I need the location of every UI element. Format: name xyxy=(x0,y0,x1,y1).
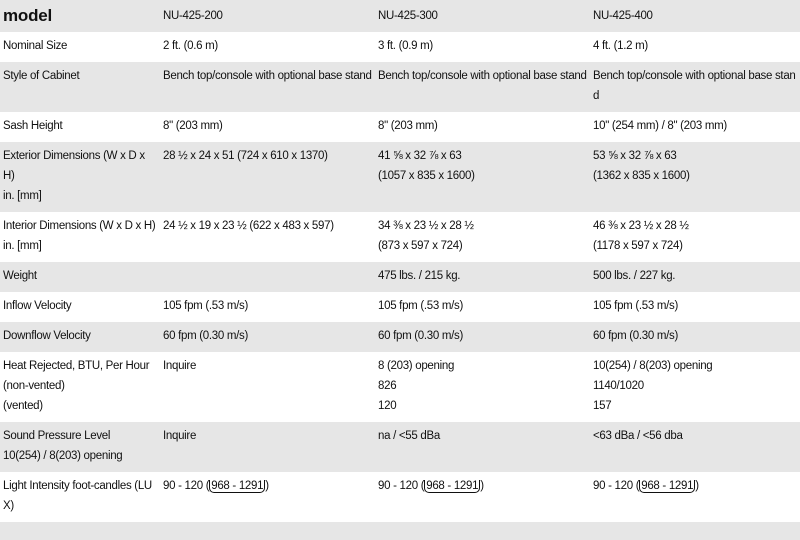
cell-line: Bench top/console with optional base stand xyxy=(378,70,587,82)
cell-c2 xyxy=(375,262,590,292)
cell-c1 xyxy=(160,292,375,322)
cell-c2 xyxy=(375,472,590,522)
cell-c3 xyxy=(590,292,800,322)
cell-line: (vented) xyxy=(3,400,43,412)
row-label xyxy=(0,472,160,522)
header-nu-425-300: NU-425-300 xyxy=(375,0,590,32)
cell-line: (873 x 597 x 724) xyxy=(378,240,463,252)
header-row xyxy=(0,0,800,32)
cell-line: 34 ⅜ x 23 ½ x 28 ½ xyxy=(378,220,474,232)
cell-line: 53 ⅝ x 32 ⅞ x 63 xyxy=(593,150,677,162)
cell-c2 xyxy=(375,112,590,142)
cell-line: Downflow Velocity xyxy=(3,330,91,342)
table-row xyxy=(0,352,800,422)
header-nu-425-200: NU-425-200 xyxy=(160,0,375,32)
cell-c3 xyxy=(590,212,800,262)
cell-line: 500 lbs. / 227 kg. xyxy=(593,270,676,282)
table-row xyxy=(0,292,800,322)
empty-cell xyxy=(0,522,160,540)
cell-line: Inquire xyxy=(163,430,197,442)
lux-suffix: ) xyxy=(265,480,269,492)
cell-c3 xyxy=(590,322,800,352)
cell-c2 xyxy=(375,62,590,112)
cell-line: 10(254) / 8(203) opening xyxy=(593,360,713,372)
table-row xyxy=(0,112,800,142)
cell-c3 xyxy=(590,112,800,142)
cell-c2 xyxy=(375,352,590,422)
cell-c1 xyxy=(160,62,375,112)
cell-c3 xyxy=(590,62,800,112)
table-row-light-intensity xyxy=(0,472,800,522)
row-label xyxy=(0,62,160,112)
cell-c1 xyxy=(160,472,375,522)
table-row xyxy=(0,142,800,212)
cell-line: 826 xyxy=(378,380,397,392)
cell-c3 xyxy=(590,262,800,292)
cell-c2 xyxy=(375,292,590,322)
cell-line: Nominal Size xyxy=(3,40,68,52)
cell-line: 8" (203 mm) xyxy=(163,120,223,132)
cell-line: 475 lbs. / 215 kg. xyxy=(378,270,461,282)
lux-prefix: 90 - 120 ( xyxy=(593,480,640,492)
lux-range: 968 - 1291 xyxy=(641,480,694,492)
cell-line: 24 ½ x 19 x 23 ½ (622 x 483 x 597) xyxy=(163,220,334,232)
table-row xyxy=(0,322,800,352)
cell-c1 xyxy=(160,422,375,472)
cell-c2 xyxy=(375,322,590,352)
empty-cell xyxy=(375,522,590,540)
table-row xyxy=(0,422,800,472)
cell-line: 3 ft. (0.9 m) xyxy=(378,40,433,52)
cell-line: X) xyxy=(3,500,14,512)
cell-c3 xyxy=(590,142,800,212)
cell-line: Interior Dimensions (W x D x H) xyxy=(3,220,156,232)
cell-line: Exterior Dimensions (W x D x H) xyxy=(3,150,145,182)
cell-c1 xyxy=(160,112,375,142)
lux-suffix: ) xyxy=(480,480,484,492)
cell-c1 xyxy=(160,32,375,62)
cell-line: 10(254) / 8(203) opening xyxy=(3,450,123,462)
cell-line: 60 fpm (0.30 m/s) xyxy=(378,330,464,342)
cell-line: Bench top/console with optional base stand xyxy=(163,70,372,82)
row-label xyxy=(0,212,160,262)
cell-line: 105 fpm (.53 m/s) xyxy=(593,300,679,312)
cell-line: Sound Pressure Level xyxy=(3,430,111,442)
cell-line: Style of Cabinet xyxy=(3,70,80,82)
header-model: model xyxy=(0,0,160,32)
cell-c3 xyxy=(590,352,800,422)
cell-line: (1057 x 835 x 1600) xyxy=(378,170,475,182)
cell-line: 60 fpm (0.30 m/s) xyxy=(163,330,249,342)
cell-c3 xyxy=(590,422,800,472)
cell-c3 xyxy=(590,472,800,522)
cell-line: 10" (254 mm) / 8" (203 mm) xyxy=(593,120,727,132)
cell-c2 xyxy=(375,422,590,472)
cell-line: Heat Rejected, BTU, Per Hour xyxy=(3,360,150,372)
cell-c1 xyxy=(160,142,375,212)
lux-prefix: 90 - 120 ( xyxy=(378,480,425,492)
cell-c1 xyxy=(160,322,375,352)
table-row xyxy=(0,212,800,262)
row-label xyxy=(0,142,160,212)
row-label xyxy=(0,112,160,142)
lux-range: 968 - 1291 xyxy=(211,480,264,492)
cell-line: 120 xyxy=(378,400,397,412)
row-label xyxy=(0,322,160,352)
cell-line: 60 fpm (0.30 m/s) xyxy=(593,330,679,342)
lux-prefix: 90 - 120 ( xyxy=(163,480,210,492)
cell-line: d xyxy=(593,90,600,102)
table-row xyxy=(0,262,800,292)
empty-cell xyxy=(590,522,800,540)
cell-line: 4 ft. (1.2 m) xyxy=(593,40,648,52)
cell-c3 xyxy=(590,32,800,62)
cell-line: in. [mm] xyxy=(3,190,42,202)
lux-range: 968 - 1291 xyxy=(426,480,479,492)
row-label xyxy=(0,292,160,322)
table-row-empty xyxy=(0,522,800,540)
lux-suffix: ) xyxy=(695,480,699,492)
cell-c2 xyxy=(375,32,590,62)
cell-line: 157 xyxy=(593,400,612,412)
cell-line: Inflow Velocity xyxy=(3,300,72,312)
cell-line: 105 fpm (.53 m/s) xyxy=(163,300,249,312)
cell-line: 8 (203) opening xyxy=(378,360,455,372)
table-row xyxy=(0,32,800,62)
cell-line: <63 dBa / <56 dba xyxy=(593,430,683,442)
row-label xyxy=(0,262,160,292)
cell-line: (1362 x 835 x 1600) xyxy=(593,170,690,182)
table-row xyxy=(0,62,800,112)
empty-cell xyxy=(160,522,375,540)
row-label xyxy=(0,352,160,422)
cell-c1 xyxy=(160,262,375,292)
cell-line: 28 ½ x 24 x 51 (724 x 610 x 1370) xyxy=(163,150,328,162)
cell-line: 46 ⅜ x 23 ½ x 28 ½ xyxy=(593,220,689,232)
header-nu-425-400: NU-425-400 xyxy=(590,0,800,32)
cell-line: Weight xyxy=(3,270,37,282)
cell-line: (non-vented) xyxy=(3,380,65,392)
cell-line: Inquire xyxy=(163,360,197,372)
cell-line: 105 fpm (.53 m/s) xyxy=(378,300,464,312)
cell-line: na / <55 dBa xyxy=(378,430,440,442)
cell-line: Bench top/console with optional base stan xyxy=(593,70,796,82)
cell-line: 2 ft. (0.6 m) xyxy=(163,40,218,52)
cell-line: 8" (203 mm) xyxy=(378,120,438,132)
cell-line: in. [mm] xyxy=(3,240,42,252)
cell-line: 41 ⅝ x 32 ⅞ x 63 xyxy=(378,150,462,162)
cell-line: 1140/1020 xyxy=(593,380,644,392)
row-label xyxy=(0,32,160,62)
cell-c2 xyxy=(375,142,590,212)
cell-c1 xyxy=(160,212,375,262)
cell-line: Sash Height xyxy=(3,120,63,132)
cell-c1 xyxy=(160,352,375,422)
cell-c2 xyxy=(375,212,590,262)
cell-line: Light Intensity foot-candles (LU xyxy=(3,480,152,492)
cell-line: (1178 x 597 x 724) xyxy=(593,240,683,252)
row-label xyxy=(0,422,160,472)
